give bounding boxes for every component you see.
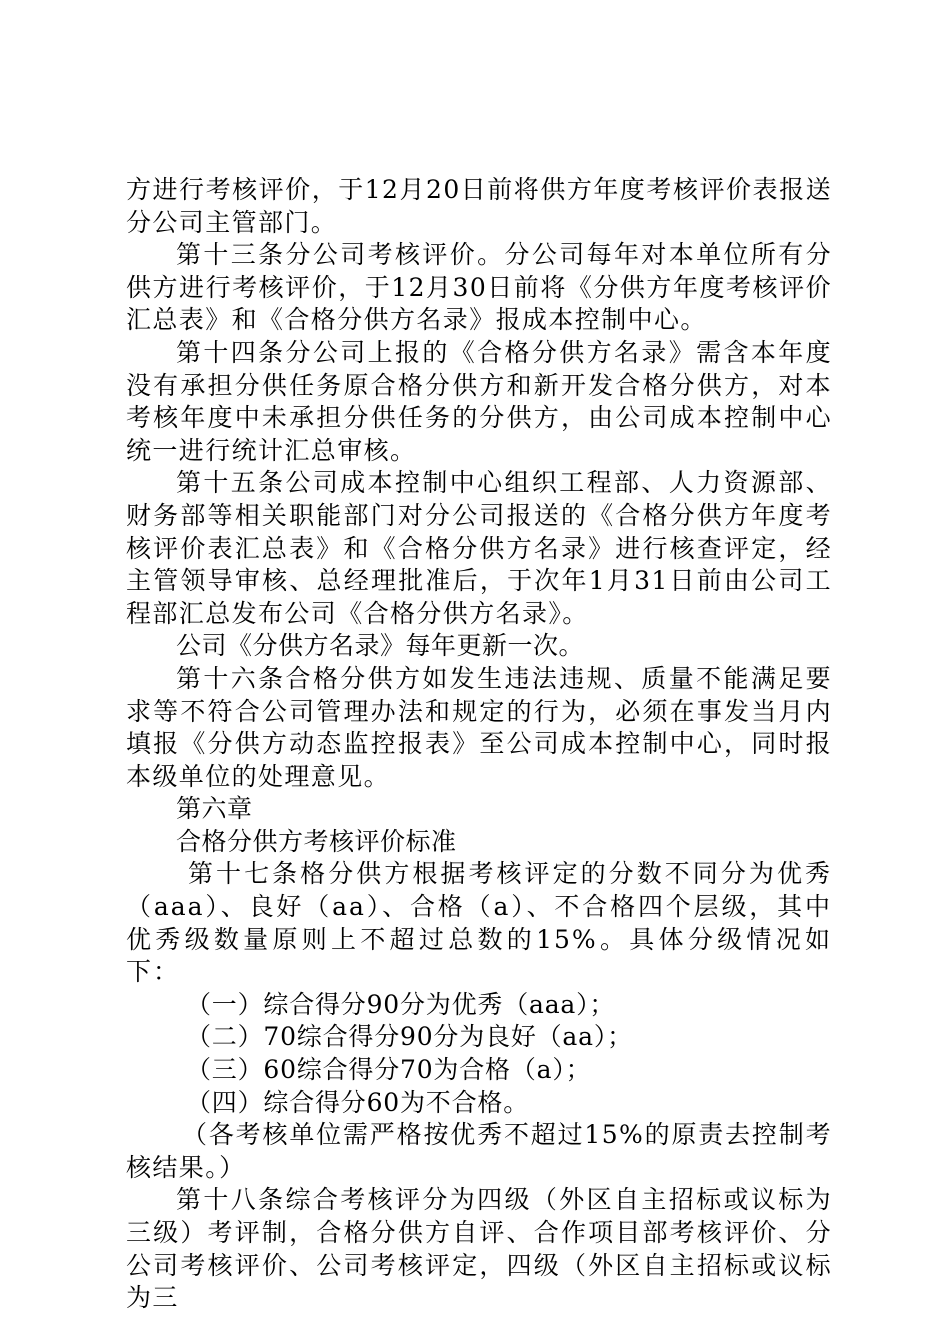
list-item-excellent: （一）综合得分90分为优秀（aaa）； [186, 989, 616, 1019]
paragraph-article-13: 第十三条分公司考核评价。分公司每年对本单位所有分供方进行考核评价，于12月30日前将《分供方年度考核评价汇总表》和《合格分供方名录》报成本控制中心。 [126, 240, 832, 335]
chapter-title: 第六章 [176, 794, 253, 824]
document-body [126, 174, 832, 1315]
paragraph-article-15: 第十五条公司成本控制中心组织工程部、人力资源部、财务部等相关职能部门对分公司报送的《合格分供方年度考核评价表汇总表》和《合格分供方名录》进行核查评定，经主管领导审核、总经理批准后，于次年1月31日前由公司工程部汇总发布公司《合格分供方名录》。 [126, 468, 832, 628]
paragraph-annual-update: 公司《分供方名录》每年更新一次。 [176, 631, 585, 661]
paragraph-article-14: 第十四条分公司上报的《合格分供方名录》需含本年度没有承担分供任务原合格分供方和新开发合格分供方，对本考核年度中未承担分供任务的分供方，由公司成本控制中心统一进行统计汇总审核。 [126, 337, 832, 465]
paragraph-1: 方进行考核评价，于12月20日前将供方年度考核评价表报送分公司主管部门。 [126, 175, 832, 237]
chapter-subtitle: 合格分供方考核评价标准 [176, 826, 457, 856]
paragraph-note: （各考核单位需严格按优秀不超过15%的原责去控制考核结果。） [126, 1120, 832, 1182]
list-item-good: （二）70综合得分90分为良好（aa）； [186, 1022, 633, 1052]
list-item-unqualified: （四）综合得分60为不合格。 [186, 1087, 530, 1117]
list-item-qualified: （三）60综合得分70为合格（a）； [186, 1055, 592, 1085]
paragraph-article-16: 第十六条合格分供方如发生违法违规、质量不能满足要求等不符合公司管理办法和规定的行为，必须在事发当月内填报《分供方动态监控报表》至公司成本控制中心，同时报本级单位的处理意见。 [126, 663, 832, 791]
paragraph-article-17: 第十七条格分供方根据考核评定的分数不同分为优秀（aaa）、良好（aa）、合格（a）、不合格四个层级，其中优秀级数量原则上不超过总数的15%。具体分级情况如下： [126, 859, 832, 987]
paragraph-article-18: 第十八条综合考核评分为四级（外区自主招标或议标为三级）考评制，合格分供方自评、合作项目部考核评价、分公司考核评价、公司考核评定，四级（外区自主招标或议标为三 [126, 1185, 832, 1313]
